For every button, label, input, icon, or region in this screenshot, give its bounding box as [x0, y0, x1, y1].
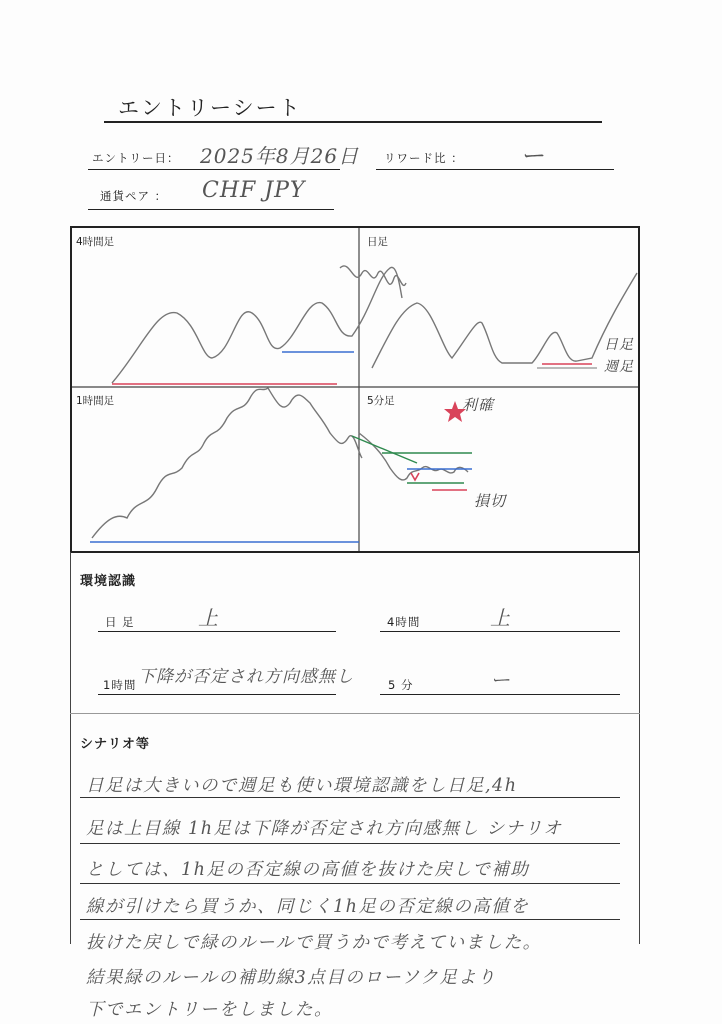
sketch-5m-price: [359, 433, 468, 480]
lower-form-box: [70, 552, 640, 944]
h4-label: 4時間: [387, 615, 421, 629]
h1-value: 下降が否定され方向感無し: [138, 667, 354, 687]
daily-weekly-note: 日足 週足: [604, 337, 634, 375]
currency-pair-value: CHF JPY: [202, 178, 306, 203]
stop-loss-note: 損切: [474, 492, 507, 510]
scenario-line-2: 足は上目線 1h足は下降が否定され方向感無し シナリオ: [86, 819, 563, 839]
sketch-5m-entry-mark: [411, 473, 419, 480]
scenario-rule-4: [80, 919, 620, 920]
sketch-daily-top-squiggle: [340, 266, 406, 285]
scenario-line-1: 日足は大きいので週足も使い環境認識をし日足,4h: [86, 776, 518, 796]
daily-value: 上: [198, 606, 219, 630]
reward-ratio-value: ー: [520, 142, 545, 170]
environment-title: 環境認識: [80, 574, 137, 589]
title-underline: [104, 121, 602, 123]
sheet-title: エントリーシート: [118, 96, 302, 120]
h1-label: 1時間: [103, 678, 137, 692]
scenario-line-4: 線が引けたら買うか、同じく1h足の否定線の高値を: [86, 897, 530, 917]
scenario-line-5: 抜けた戻しで緑のルールで買うかで考えていました。: [86, 933, 542, 953]
m5-label: 5 分: [388, 678, 414, 692]
take-profit-note: 利確: [462, 396, 495, 414]
daily-label: 日 足: [105, 615, 135, 629]
reward-ratio-underline: [376, 169, 614, 170]
m5-underline: [380, 694, 620, 695]
sketch-daily-price: [372, 273, 637, 368]
scenario-title: シナリオ等: [80, 737, 150, 752]
entry-date-label: エントリー日：: [92, 151, 180, 165]
m5-value: ー: [490, 668, 511, 692]
panel-label-5m: 5分足: [367, 395, 395, 407]
currency-pair-underline: [88, 209, 334, 210]
scenario-line-3: としては、1h足の否定線の高値を抜けた戻しで補助: [86, 860, 530, 880]
panel-label-4h: 4時間足: [76, 236, 115, 248]
scenario-rule-1: [80, 797, 620, 798]
reward-ratio-label: リワード比 ：: [384, 151, 464, 165]
scenario-rule-2: [80, 843, 620, 844]
entry-date-value: 2025年8月26日: [200, 144, 360, 168]
h4-underline: [380, 631, 620, 632]
entry-date-underline: [88, 169, 340, 170]
scenario-divider: [70, 713, 640, 714]
h4-value: 上: [490, 606, 511, 630]
panel-label-1h: 1時間足: [76, 395, 115, 407]
sketch-1h-price: [92, 388, 362, 538]
h1-underline: [98, 694, 336, 695]
chart-grid: [70, 226, 640, 553]
daily-underline: [98, 631, 336, 632]
scenario-line-7: 下でエントリーをしました。: [86, 1000, 333, 1020]
panel-label-daily: 日足: [367, 236, 388, 248]
scenario-line-6: 結果緑のルールの補助線3点目のローソク足より: [86, 968, 497, 988]
scenario-rule-3: [80, 883, 620, 884]
currency-pair-label: 通貨ペア ：: [100, 189, 168, 203]
chart-sketches: [72, 228, 638, 551]
